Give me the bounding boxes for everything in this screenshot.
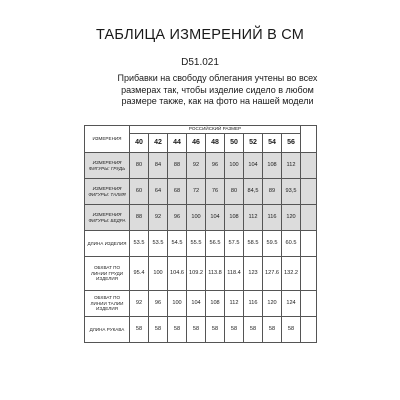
value-cell: 127.6 bbox=[263, 257, 282, 291]
group-header-row bbox=[85, 126, 317, 134]
size-header: 56 bbox=[282, 134, 301, 153]
value-cell: 58 bbox=[130, 317, 149, 343]
table-row bbox=[85, 231, 317, 257]
size-header: 50 bbox=[225, 134, 244, 153]
size-header: 40 bbox=[130, 134, 149, 153]
value-cell: 58 bbox=[244, 317, 263, 343]
value-cell: 88 bbox=[168, 153, 187, 179]
value-cell: 104 bbox=[187, 291, 206, 317]
value-cell: 59.5 bbox=[263, 231, 282, 257]
spacer-cell bbox=[301, 257, 317, 291]
value-cell: 108 bbox=[225, 205, 244, 231]
table-row bbox=[85, 153, 317, 179]
spacer-cell bbox=[301, 126, 317, 153]
value-cell: 72 bbox=[187, 179, 206, 205]
value-cell: 60 bbox=[130, 179, 149, 205]
spacer-cell bbox=[301, 291, 317, 317]
value-cell: 64 bbox=[149, 179, 168, 205]
row-label: ДЛИНА ИЗДЕЛИЯ bbox=[85, 231, 130, 257]
size-header: 48 bbox=[206, 134, 225, 153]
size-header: 42 bbox=[149, 134, 168, 153]
value-cell: 104.6 bbox=[168, 257, 187, 291]
value-cell: 53.5 bbox=[149, 231, 168, 257]
value-cell: 88 bbox=[130, 205, 149, 231]
value-cell: 112 bbox=[225, 291, 244, 317]
row-label: ИЗМЕРЕНИЯ ФИГУРЫ: БЕДРА bbox=[85, 205, 130, 231]
value-cell: 55.5 bbox=[187, 231, 206, 257]
value-cell: 58 bbox=[282, 317, 301, 343]
size-table-body bbox=[85, 126, 317, 343]
value-cell: 76 bbox=[206, 179, 225, 205]
value-cell: 58 bbox=[187, 317, 206, 343]
fit-note: Прибавки на свободу облегания учтены во всех размерах так, чтобы изделие сидело в любом размере также, как на фото на нашей модели bbox=[117, 73, 318, 106]
page-title: ТАБЛИЦА ИЗМЕРЕНИЙ В СМ bbox=[95, 27, 305, 43]
value-cell: 100 bbox=[168, 291, 187, 317]
row-label: ИЗМЕРЕНИЯ ФИГУРЫ: ТАЛИЯ bbox=[85, 179, 130, 205]
row-label: ОБХВАТ ПО ЛИНИИ ГРУДИ ИЗДЕЛИЯ bbox=[85, 257, 130, 291]
spacer-cell bbox=[301, 179, 317, 205]
value-cell: 96 bbox=[149, 291, 168, 317]
row-label: ДЛИНА РУКАВА bbox=[85, 317, 130, 343]
value-cell: 54.5 bbox=[168, 231, 187, 257]
spacer-cell bbox=[301, 153, 317, 179]
value-cell: 80 bbox=[130, 153, 149, 179]
value-cell: 89 bbox=[263, 179, 282, 205]
value-cell: 104 bbox=[206, 205, 225, 231]
value-cell: 58 bbox=[225, 317, 244, 343]
spacer-cell bbox=[301, 317, 317, 343]
value-cell: 58 bbox=[168, 317, 187, 343]
size-header: 44 bbox=[168, 134, 187, 153]
value-cell: 96 bbox=[168, 205, 187, 231]
value-cell: 92 bbox=[149, 205, 168, 231]
value-cell: 108 bbox=[206, 291, 225, 317]
row-label: ИЗМЕРЕНИЯ ФИГУРЫ: ГРУДЬ bbox=[85, 153, 130, 179]
row-label: ОБХВАТ ПО ЛИНИИ ТАЛИИ ИЗДЕЛИЯ bbox=[85, 291, 130, 317]
size-header: 46 bbox=[187, 134, 206, 153]
table-row bbox=[85, 291, 317, 317]
value-cell: 96 bbox=[206, 153, 225, 179]
value-cell: 104 bbox=[244, 153, 263, 179]
size-header: 54 bbox=[263, 134, 282, 153]
size-table bbox=[84, 125, 317, 343]
value-cell: 100 bbox=[187, 205, 206, 231]
value-cell: 120 bbox=[263, 291, 282, 317]
value-cell: 68 bbox=[168, 179, 187, 205]
spacer-cell bbox=[301, 205, 317, 231]
value-cell: 116 bbox=[244, 291, 263, 317]
value-cell: 84 bbox=[149, 153, 168, 179]
value-cell: 93,5 bbox=[282, 179, 301, 205]
value-cell: 100 bbox=[149, 257, 168, 291]
value-cell: 95.4 bbox=[130, 257, 149, 291]
value-cell: 123 bbox=[244, 257, 263, 291]
value-cell: 109.2 bbox=[187, 257, 206, 291]
value-cell: 100 bbox=[225, 153, 244, 179]
value-cell: 113.8 bbox=[206, 257, 225, 291]
value-cell: 58 bbox=[149, 317, 168, 343]
spacer-cell bbox=[301, 231, 317, 257]
table-row bbox=[85, 205, 317, 231]
table-row bbox=[85, 317, 317, 343]
table-row bbox=[85, 179, 317, 205]
value-cell: 58 bbox=[206, 317, 225, 343]
value-cell: 92 bbox=[130, 291, 149, 317]
table-row bbox=[85, 257, 317, 291]
value-cell: 57.5 bbox=[225, 231, 244, 257]
value-cell: 53.5 bbox=[130, 231, 149, 257]
value-cell: 112 bbox=[244, 205, 263, 231]
value-cell: 56.5 bbox=[206, 231, 225, 257]
group-header: РОССИЙСКИЙ РАЗМЕР bbox=[130, 126, 301, 134]
value-cell: 80 bbox=[225, 179, 244, 205]
value-cell: 112 bbox=[282, 153, 301, 179]
value-cell: 124 bbox=[282, 291, 301, 317]
value-cell: 84,5 bbox=[244, 179, 263, 205]
corner-label: ИЗМЕРЕНИЯ bbox=[85, 126, 130, 153]
value-cell: 58 bbox=[263, 317, 282, 343]
model-code: D51.021 bbox=[181, 57, 219, 68]
value-cell: 60.5 bbox=[282, 231, 301, 257]
value-cell: 132.2 bbox=[282, 257, 301, 291]
value-cell: 120 bbox=[282, 205, 301, 231]
value-cell: 108 bbox=[263, 153, 282, 179]
value-cell: 92 bbox=[187, 153, 206, 179]
value-cell: 58.5 bbox=[244, 231, 263, 257]
value-cell: 116 bbox=[263, 205, 282, 231]
value-cell: 118.4 bbox=[225, 257, 244, 291]
size-header: 52 bbox=[244, 134, 263, 153]
